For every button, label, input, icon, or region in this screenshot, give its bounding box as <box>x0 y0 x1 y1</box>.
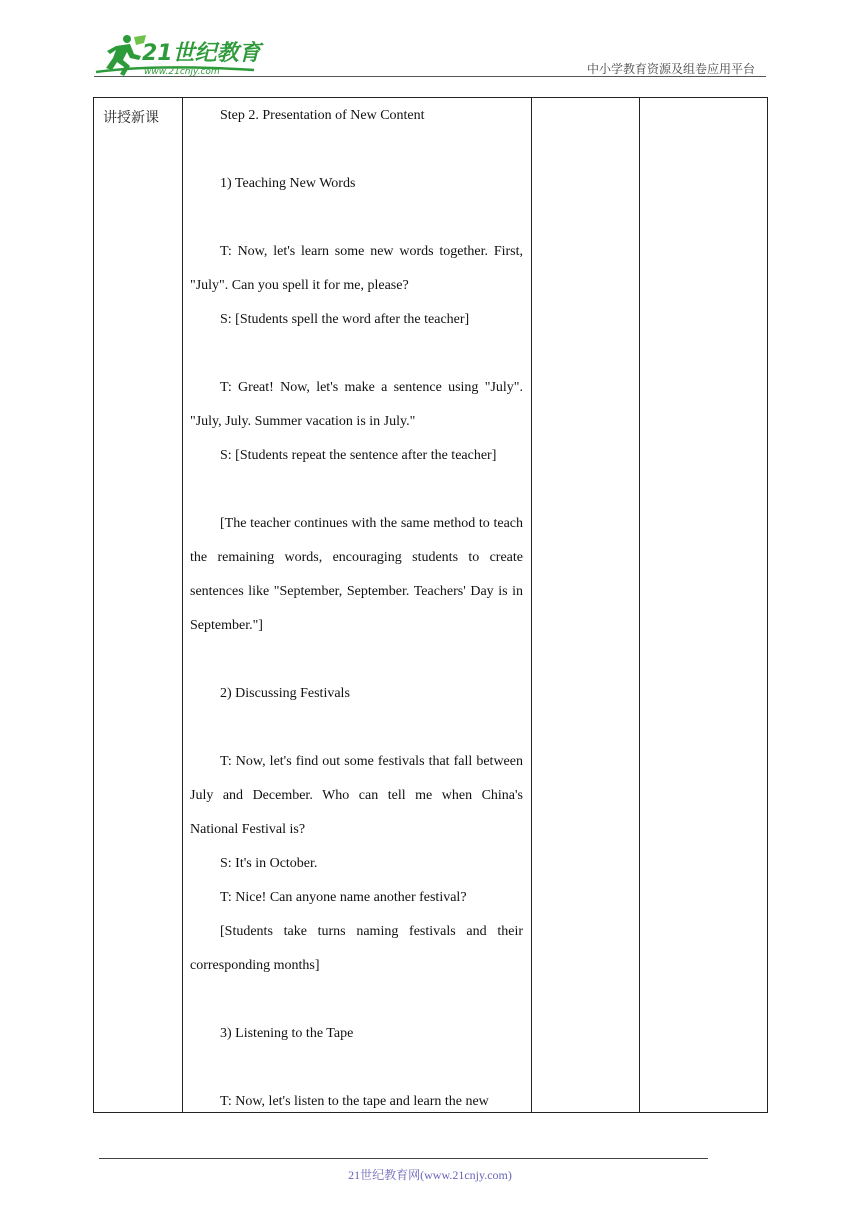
paragraph: 1) Teaching New Words <box>220 176 356 191</box>
blank-line <box>190 643 523 677</box>
content-cell <box>183 98 532 1113</box>
blank-line <box>190 337 523 371</box>
section-label: 讲授新课 <box>103 110 159 126</box>
empty-cell-3 <box>532 98 640 1113</box>
paragraph: Step 2. Presentation of New Content <box>220 108 425 123</box>
content-body <box>183 99 531 1112</box>
table-row <box>94 98 768 1113</box>
paragraph: T: Nice! Can anyone name another festival? <box>220 890 467 905</box>
logo-url: www.21cnjy.com <box>144 67 220 77</box>
paragraph: T: Now, let's learn some new words together. First, "July". Can you spell it for me, please? <box>190 244 523 293</box>
paragraph: T: Now, let's find out some festivals that fall between July and December. Who can tell me when China's National Festival is? <box>190 754 523 837</box>
blank-line <box>190 1051 523 1085</box>
footer-text: 21世纪教育网(www.21cnjy.com) <box>348 1168 512 1182</box>
blank-line <box>190 983 523 1017</box>
empty-cell-4 <box>640 98 768 1113</box>
paragraph: S: It's in October. <box>220 856 318 871</box>
brand-logo <box>94 34 264 78</box>
paragraph: 3) Listening to the Tape <box>220 1026 354 1041</box>
blank-line <box>190 133 523 167</box>
blank-line <box>190 711 523 745</box>
paragraph: [The teacher continues with the same method to teach the remaining words, encouraging students to create sentences like "September, September. Teachers' Day is in September."] <box>190 516 523 633</box>
section-cell <box>94 98 183 1113</box>
header-divider <box>94 76 766 77</box>
blank-line <box>190 201 523 235</box>
paragraph: T: Now, let's listen to the tape and learn the new <box>220 1094 489 1109</box>
logo-text: 21世纪教育 <box>142 41 261 66</box>
page-header <box>0 0 860 80</box>
platform-name: 中小学教育资源及组卷应用平台 <box>586 62 755 76</box>
paragraph: S: [Students spell the word after the teacher] <box>220 312 470 327</box>
paragraph: [Students take turns naming festivals and their corresponding months] <box>190 924 523 973</box>
blank-line <box>190 473 523 507</box>
footer-divider <box>99 1158 708 1159</box>
lesson-plan-table <box>93 97 768 1113</box>
paragraph: T: Great! Now, let's make a sentence using "July". "July, July. Summer vacation is in July." <box>190 380 523 429</box>
paragraph: 2) Discussing Festivals <box>220 686 350 701</box>
paragraph: S: [Students repeat the sentence after the teacher] <box>220 448 497 463</box>
